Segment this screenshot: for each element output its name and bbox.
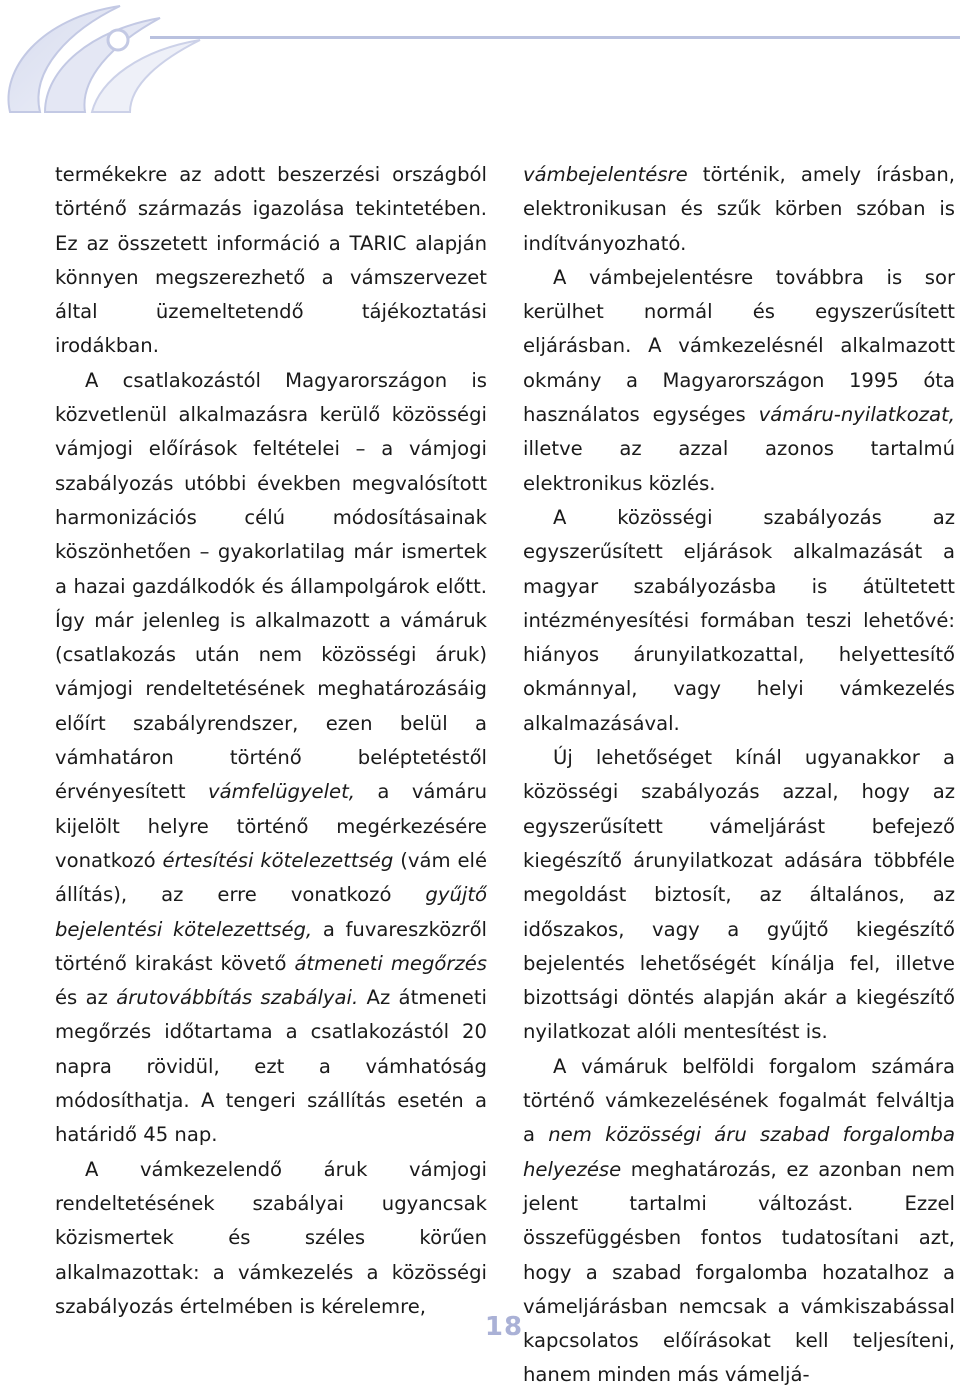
swirl-logo-icon — [0, 0, 240, 115]
emphasized-text: vámáru-nyilatkozat, — [758, 403, 955, 427]
text-run: Új lehetőséget kínál ugyanakkor a közösségi szabályozás azzal, hogy az egyszerűsített vámeljárást befejező kiegészítő árunyilatkozat adására többféle megoldást biztosít, az általános, az időszakos, vagy a gyűjtő kiegészítő bejelentés lehetőségét kínálja fel, illetve bizottsági döntés alapján akár a kiegészítő nyilatkozat alóli mentesítést is. — [523, 746, 955, 1044]
paragraph — [55, 1153, 487, 1324]
text-column-left — [55, 158, 487, 1324]
paragraph — [55, 364, 487, 1153]
text-run: meghatározás, ez azonban nem jelent tartalmi változást. Ezzel összefüggésben fontos tudatosítani azt, hogy a szabad forgalomba hozatalhoz a vámeljárásban nemcsak a vámkiszabással kapcsolatos előírásokat kell teljesíteni, hanem minden más vámeljá- — [523, 1157, 955, 1387]
paragraph — [523, 741, 955, 1050]
header-rule — [150, 36, 960, 39]
paragraph — [523, 158, 955, 261]
emphasized-text: átmeneti megőrzés — [294, 951, 487, 975]
page-number: 18 — [484, 1312, 524, 1342]
paragraph — [523, 501, 955, 741]
emphasized-text: vámfelügyelet, — [208, 780, 356, 804]
text-run: A vámbejelentésre továbbra is sor kerülhet normál és egyszerűsített eljárásban. A vámkezelésnél alkalmazott okmány a Magyarországon 1995 óta használatos egységes — [523, 265, 955, 427]
text-run: a vámáru kijelölt helyre történő megérkezésére vonatkozó — [55, 780, 488, 872]
text-run: Az átmeneti megőrzés időtartama a csatlakozástól 20 napra rövidül, ezt a vámhatóság módosíthatja. A tengeri szállítás esetén a határidő 45 nap. — [55, 986, 487, 1147]
text-run: termékekre az adott beszerzési országból történő származás igazolása tekintetében. Ez az összetett információ a TARIC alapján könnyen megszerezhető a vámszervezet által üzemeltetendő tájékoztatási irodákban. — [55, 163, 487, 358]
text-run: A közösségi szabályozás az egyszerűsített eljárások alkalmazását a magyar szabályozásba is átültetett intézményesítési formában teszi lehetővé: hiányos árunyilatkozattal, helyettesítő okmánnyal, vagy helyi vámkezelés alkalmazásával. — [523, 505, 955, 735]
text-column-right — [523, 158, 955, 1393]
text-run: a fuvareszközről történő kirakást követő — [55, 917, 487, 975]
paragraph — [55, 158, 487, 364]
paragraph — [523, 261, 955, 501]
emphasized-text: nem közösségi áru szabad forgalomba helyezése — [523, 1123, 955, 1181]
text-run: (vám elé állítás), az erre vonatkozó — [55, 848, 488, 907]
emphasized-text: gyűjtő bejelentési kötelezettség, — [55, 883, 487, 941]
text-run: A csatlakozástól Magyarországon is közvetlenül alkalmazásra kerülő közösségi vámjogi előírások feltételei – a vámjogi szabályozás utóbbi években megvalósított harmonizációs célú módosításainak köszönhetően – gyakorlatilag már ismertek a hazai gazdálkodók és állampolgárok előtt. Így már jelenleg is alkalmazott a vámáruk (csatlakozás után nem közösségi áruk) vámjogi rendeltetésének meghatározásáig előírt szabályrendszer, ezen belül a vámhatáron történő beléptetéstől érvényesített — [55, 368, 487, 804]
text-run: A vámáruk belföldi forgalom számára történő vámkezelésének fogalmát felváltja a — [523, 1054, 955, 1147]
text-run: illetve az azzal azonos tartalmú elektronikus közlés. — [523, 437, 955, 495]
text-run: történik, amely írásban, elektronikusan és szűk körben szóban is indítványozható. — [523, 163, 955, 255]
emphasized-text: vámbejelentésre — [523, 163, 688, 186]
emphasized-text: értesítési kötelezettség — [162, 848, 394, 872]
emphasized-text: árutovábbítás szabályai. — [116, 986, 359, 1010]
text-run: és az — [55, 986, 117, 1010]
text-run: A vámkezelendő áruk vámjogi rendeltetésének szabályai ugyancsak közismertek és széles körűen alkalmazottak: a vámkezelés a közösségi szabályozás értelmében is kérelemre, — [55, 1157, 487, 1318]
